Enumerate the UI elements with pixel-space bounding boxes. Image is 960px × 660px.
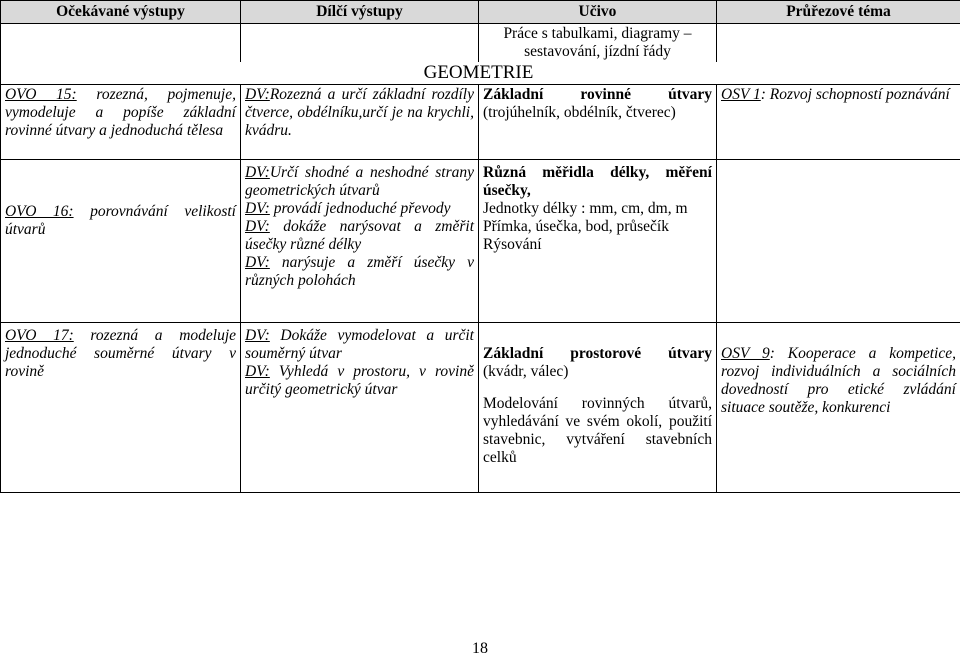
header-row (1, 1, 960, 24)
dv-17-item-1 (245, 327, 474, 363)
tema-17-cell (717, 322, 960, 492)
dv-code: DV: (245, 163, 270, 181)
intro-line-2: sestavování, jízdní řády (524, 43, 671, 60)
row-ovo-17 (1, 322, 960, 492)
section-empty-4 (717, 62, 960, 85)
ovo-15-cell (1, 84, 241, 159)
ucivo-17-title: Základní prostorové útvary (483, 344, 712, 362)
dv-code: DV: (245, 253, 270, 271)
intro-line-1: Práce s tabulkami, diagramy – (503, 25, 692, 42)
tema-16-cell (717, 159, 960, 322)
dv-16-item-2 (245, 200, 474, 218)
ovo-16-code: OVO 16: (5, 203, 74, 220)
dv-15-cell (241, 84, 479, 159)
dv-code: DV: (245, 217, 270, 235)
header-partial-outputs: Dílčí výstupy (241, 1, 479, 24)
intro-empty-4 (717, 24, 960, 62)
ucivo-17-text: (kvádr, válec) (483, 362, 569, 380)
dv-code: DV: (245, 326, 270, 344)
header-curriculum: Učivo (479, 1, 717, 24)
dv-code: DV: (245, 199, 270, 217)
dv-text: Dokáže vymodelovat a určit souměrný útvar (245, 326, 474, 362)
ucivo-16-cell (479, 159, 717, 322)
ovo-17-cell (1, 322, 241, 492)
intro-empty-1 (1, 24, 241, 62)
section-title: GEOMETRIE (241, 62, 717, 85)
ovo-15-text: rozezná, pojmenuje, vymodeluje a popíše základní rovinné útvary a jednoduchá tělesa (5, 85, 236, 139)
intro-row (1, 24, 960, 62)
dv-17-cell (241, 322, 479, 492)
ovo-15-code: OVO 15: (5, 85, 77, 103)
row-ovo-15 (1, 84, 960, 159)
dv-16-item-3 (245, 218, 474, 254)
page-number: 18 (472, 640, 488, 657)
dv-text: dokáže narýsovat a změřit úsečky různé délky (245, 217, 474, 253)
ucivo-15-cell (479, 84, 717, 159)
ovo-17-text: rozezná a modeluje jednoduché souměrné útvary v rovině (5, 326, 237, 380)
ucivo-15-title: Základní rovinné útvary (483, 85, 712, 103)
tema-17-code: OSV 9 (721, 344, 770, 362)
tema-17-text: : Kooperace a kompetice, rozvoj individuálních a sociálních dovedností pro etické zvládání situace soutěže, konkurenci (721, 344, 956, 416)
ucivo-16-line-2: Přímka, úsečka, bod, průsečík (483, 217, 669, 235)
dv-text: Určí shodné a neshodné strany geometrických útvarů (245, 163, 474, 199)
intro-ucivo (479, 24, 717, 62)
dv-17-item-2 (245, 363, 474, 399)
dv-16-item-4 (245, 254, 474, 290)
section-empty-1 (1, 62, 241, 85)
ovo-16-text: porovnávání velikostí útvarů (5, 203, 236, 238)
ovo-16-cell (1, 159, 241, 322)
dv-text: Vyhledá v prostoru, v rovině určitý geometrický útvar (245, 362, 474, 398)
section-row (1, 62, 960, 85)
dv-16-item-1 (245, 164, 474, 200)
ucivo-15-text: (trojúhelník, obdélník, čtverec) (483, 103, 676, 121)
ucivo-17-cell (479, 322, 717, 492)
header-expected-outputs: Očekávané výstupy (1, 1, 241, 24)
intro-empty-2 (241, 24, 479, 62)
tema-15-code: OSV 1 (721, 85, 761, 103)
dv-text: narýsuje a změří úsečky v různých polohách (245, 253, 474, 289)
header-cross-topic: Průřezové téma (717, 1, 960, 24)
dv-16-cell (241, 159, 479, 322)
tema-15-cell (717, 84, 960, 159)
dv-text: Rozezná a určí základní rozdíly čtverce, obdélníku,určí je na krychli, kvádru. (245, 85, 474, 139)
row-ovo-16 (1, 159, 960, 322)
ucivo-17-extra: Modelování rovinných útvarů, vyhledávání ve svém okolí, použití stavebnic, vytváření stavebních celků (483, 394, 712, 466)
dv-code: DV: (245, 362, 270, 380)
tema-15-text: : Rozvoj schopností poznávání (760, 85, 950, 103)
ovo-17-code: OVO 17: (5, 326, 74, 344)
ucivo-16-line-3: Rýsování (483, 235, 542, 253)
dv-text: provádí jednoduché převody (269, 199, 451, 217)
ucivo-16-title: Různá měřidla délky, měření úsečky, (483, 163, 712, 199)
dv-code: DV: (245, 85, 270, 103)
ucivo-16-line-1: Jednotky délky : mm, cm, dm, m (483, 199, 688, 217)
